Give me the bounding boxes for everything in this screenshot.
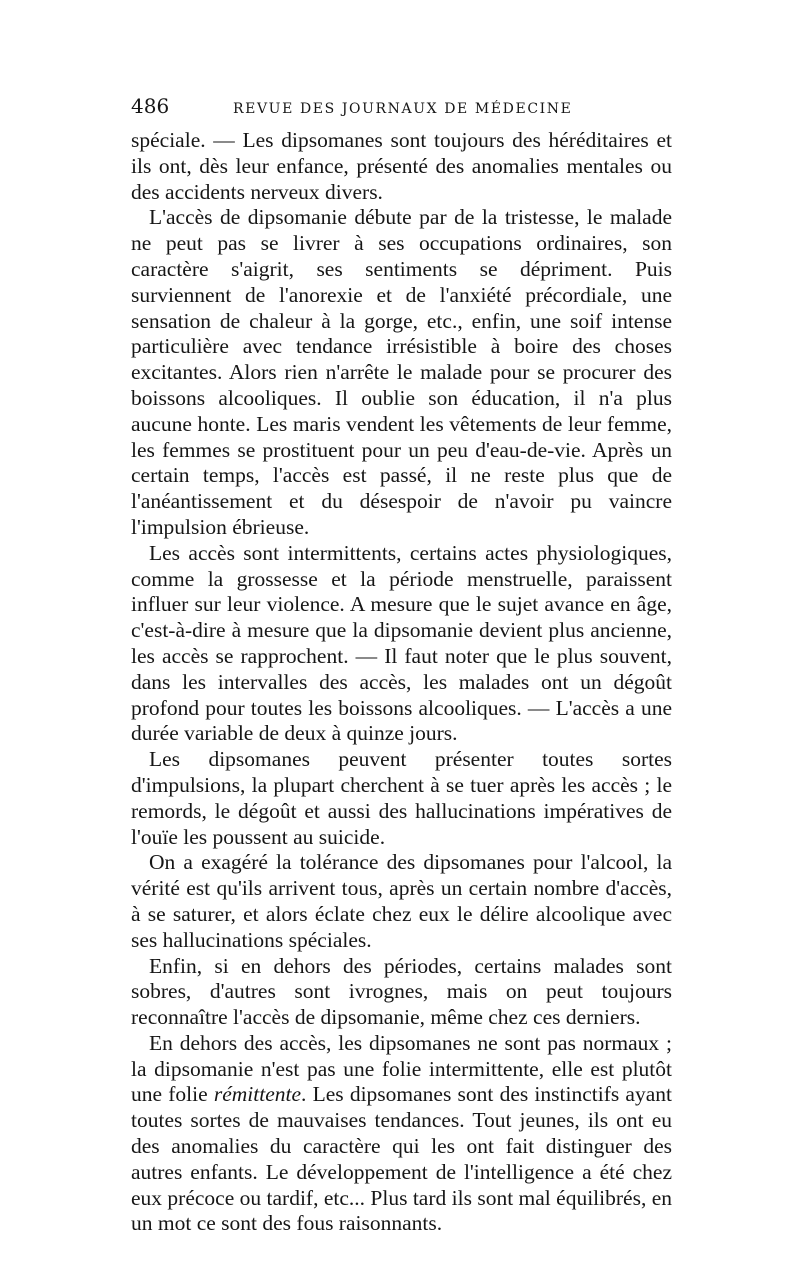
paragraph-impulsions: Les dipsomanes peuvent présenter toutes sortes d'impulsions, la plupart cherchent à se tuer après les accès ; le remords, le dégoût et aussi des hallucinations impératives de l'ouïe les poussent au suicide. bbox=[131, 747, 672, 849]
paragraph-remittent-madness bbox=[131, 1031, 672, 1237]
paragraph-sober-periods: Enfin, si en dehors des périodes, certains malades sont sobres, d'autres sont ivrognes, mais on peut toujours reconnaître l'accès de dipsomanie, même chez ces derniers. bbox=[131, 953, 672, 1030]
paragraph-continuation: spéciale. — Les dipsomanes sont toujours des héréditaires et ils ont, dès leur enfance, présenté des anomalies mentales ou des accidents nerveux divers. bbox=[131, 128, 672, 204]
page-number: 486 bbox=[131, 94, 170, 118]
body-text bbox=[131, 128, 672, 1237]
journal-title: REVUE DES JOURNAUX DE MÉDECINE bbox=[233, 101, 573, 117]
paragraph-access-onset: L'accès de dipsomanie débute par de la tristesse, le malade ne peut pas se livrer à ses occupations ordinaires, son caractère s'aigrit, ses sentiments se dépriment. Puis surviennent de l'anorexie et de l'anxiété précordiale, une sensation de chaleur à la gorge, etc., enfin, une soif intense particulière avec tendance irrésistible à boire des choses excitantes. Alors rien n'arrête le malade pour se procurer des boissons alcooliques. Il oublie son éducation, il n'a plus aucune honte. Les maris vendent les vêtements de leur femme, les femmes se prostituent pour un peu d'eau-de-vie. Après un certain temps, l'accès est passé, il ne reste plus que de l'anéantissement et du désespoir de n'avoir pu vaincre l'impulsion ébrieuse. bbox=[131, 205, 672, 539]
running-head bbox=[131, 94, 672, 124]
paragraph-tolerance: On a exagéré la tolérance des dipsomanes pour l'alcool, la vérité est qu'ils arrivent tous, après un certain nombre d'accès, à se saturer, et alors éclate chez eux le délire alcoolique avec ses hallucinations spéciales. bbox=[131, 850, 672, 952]
emphasis-remittente: rémittente bbox=[213, 1082, 302, 1107]
paragraph-text-after: . Les dipsomanes sont des instinctifs ayant toutes sortes de mauvaises tendances. Tout jeunes, ils ont eu des anomalies du caractère qui les ont fait distinguer des autres enfants. Le développement de l'intelligence a été chez eux précoce ou tardif, etc... Plus tard ils sont mal équilibrés, en un mot ce sont des fous raisonnants. bbox=[131, 1082, 672, 1236]
paragraph-access-intermittent: Les accès sont intermittents, certains actes physiologiques, comme la grossesse et la période menstruelle, paraissent influer sur leur violence. A mesure que le sujet avance en âge, c'est-à-dire à mesure que la dipsomanie devient plus ancienne, les accès se rapprochent. — Il faut noter que le plus souvent, dans les intervalles des accès, les malades ont un dégoût profond pour toutes les boissons alcooliques. — L'accès a une durée variable de deux à quinze jours. bbox=[131, 540, 672, 746]
paragraph-text-before: En dehors des accès, les dipsomanes ne sont pas normaux ; la dipsomanie n'est pas une folie intermittente, elle est plutôt une folie bbox=[131, 1030, 672, 1107]
